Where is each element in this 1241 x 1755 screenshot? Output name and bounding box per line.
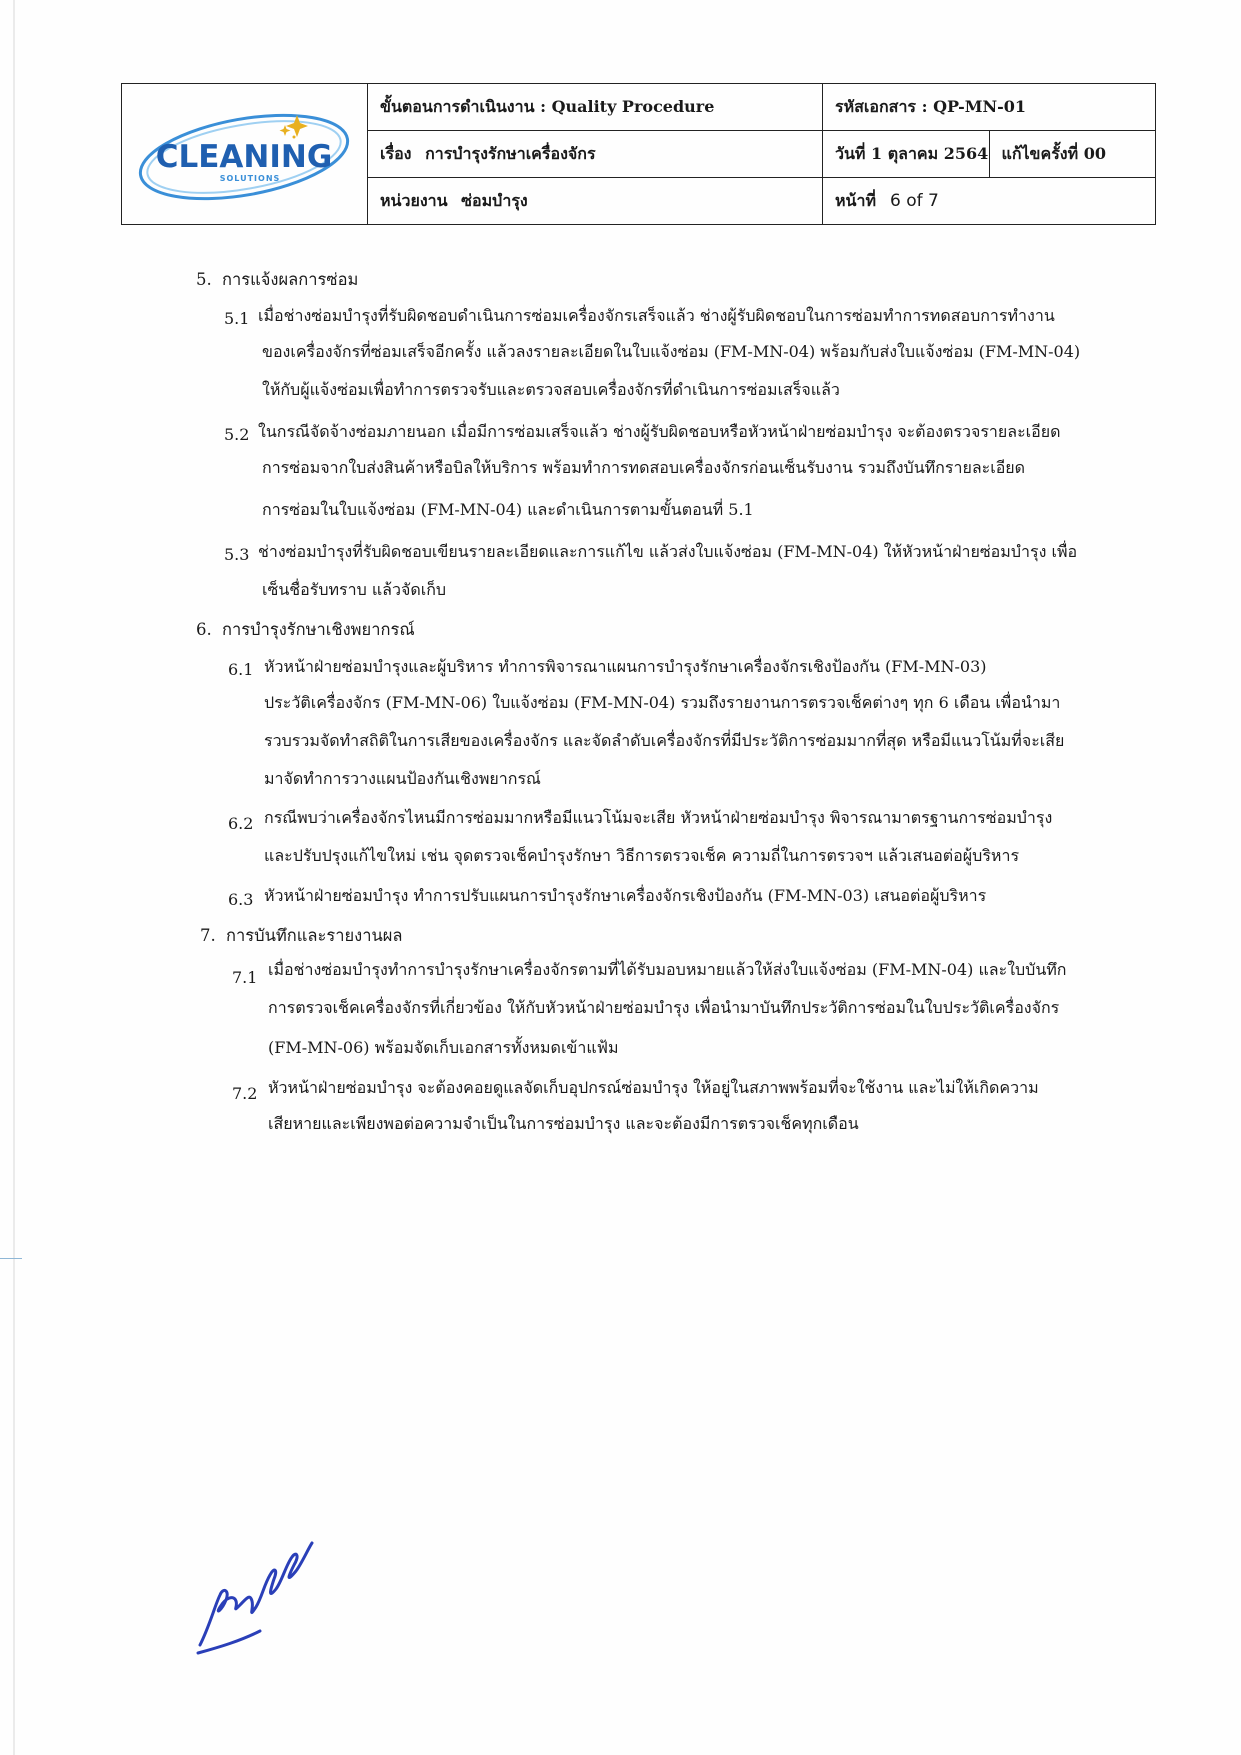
paragraph-line: ในกรณีจัดจ้างซ่อมภายนอก เมื่อมีการซ่อมเสร็จแล้ว ช่างผู้รับผิดชอบหรือหัวหน้าฝ่ายซ่อมบำรุง จะต้องตรวจรายละเอียด — [258, 422, 1061, 441]
paragraph-line: ของเครื่องจักรที่ซ่อมเสร็จอีกครั้ง แล้วลงรายละเอียดในใบแจ้งซ่อม (FM-MN-04) พร้อมกับส่งใบแจ้งซ่อม (FM-MN-04) — [262, 342, 1081, 361]
company-logo — [122, 84, 368, 225]
procedure-title: ขั้นตอนการดำเนินงาน : Quality Procedure — [380, 96, 715, 116]
section-number: 6. — [196, 620, 212, 639]
paragraph-line: เซ็นชื่อรับทราบ แล้วจัดเก็บ — [262, 580, 447, 599]
paragraph-line: ประวัติเครื่องจักร (FM-MN-06) ใบแจ้งซ่อม (FM-MN-04) รวมถึงรายงานการตรวจเช็คต่างๆ ทุก 6 เดือน เพื่อนำมา — [264, 693, 1061, 712]
logo-subtitle: SOLUTIONS — [219, 173, 281, 183]
page-label: หน้าที่ — [835, 190, 877, 210]
paragraph-line: หัวหน้าฝ่ายซ่อมบำรุง ทำการปรับแผนการบำรุงรักษาเครื่องจักรเชิงป้องกัน (FM-MN-03) เสนอต่อผู้บริหาร — [264, 886, 987, 905]
paragraph-line: และปรับปรุงแก้ไขใหม่ เช่น จุดตรวจเช็คบำรุงรักษา วิธีการตรวจเช็ค ความถี่ในการตรวจฯ แล้วเสนอต่อผู้บริหาร — [264, 846, 1020, 865]
handwritten-signature — [190, 1535, 330, 1665]
paragraph-line: (FM-MN-06) พร้อมจัดเก็บเอกสารทั้งหมดเข้าแฟ้ม — [268, 1038, 619, 1057]
page-value: 6 of 7 — [890, 190, 939, 211]
procedure-title-cell — [368, 84, 823, 131]
revision-cell — [989, 131, 1156, 178]
item-number: 5.2 — [224, 425, 250, 444]
section-heading — [200, 926, 403, 946]
sparkle-icon — [280, 115, 309, 139]
document-header — [121, 83, 1156, 225]
unit-label: หน่วยงาน — [380, 190, 448, 210]
paragraph-line: การซ่อมจากใบส่งสินค้าหรือบิลให้บริการ พร้อมทำการทดสอบเครื่องจักรก่อนเซ็นรับงาน รวมถึงบันทึกรายละเอียด — [262, 458, 1026, 477]
item-number: 6.1 — [228, 660, 254, 679]
subject-value: การบำรุงรักษาเครื่องจักร — [425, 143, 596, 163]
scan-edge-mark — [0, 1258, 22, 1259]
document-code-cell — [823, 84, 1156, 131]
paragraph-line: ช่างซ่อมบำรุงที่รับผิดชอบเขียนรายละเอียดและการแก้ไข แล้วส่งใบแจ้งซ่อม (FM-MN-04) ให้หัวหน้าฝ่ายซ่อมบำรุง เพื่อ — [258, 542, 1078, 561]
subject-label: เรื่อง — [380, 143, 412, 163]
section-title: การบันทึกและรายงานผล — [226, 926, 403, 945]
section-title: การบำรุงรักษาเชิงพยากรณ์ — [222, 620, 415, 639]
date-cell — [823, 131, 990, 178]
item-number: 6.3 — [228, 890, 254, 909]
item-number: 5.1 — [224, 309, 250, 328]
revision-value: 00 — [1083, 143, 1106, 163]
section-number: 7. — [200, 926, 216, 945]
page-number-cell — [823, 178, 1156, 225]
paragraph-line: หัวหน้าฝ่ายซ่อมบำรุง จะต้องคอยดูแลจัดเก็บอุปกรณ์ซ่อมบำรุง ให้อยู่ในสภาพพร้อมที่จะใช้งาน และไม่ให้เกิดความ — [268, 1078, 1039, 1097]
section-title: การแจ้งผลการซ่อม — [222, 270, 359, 289]
paragraph-line: การซ่อมในใบแจ้งซ่อม (FM-MN-04) และดำเนินการตามขั้นตอนที่ 5.1 — [262, 500, 754, 519]
logo-wordmark: CLEANING — [155, 138, 333, 175]
item-number: 7.2 — [232, 1084, 258, 1103]
paragraph-line: การตรวจเช็คเครื่องจักรที่เกี่ยวข้อง ให้กับหัวหน้าฝ่ายซ่อมบำรุง เพื่อนำมาบันทึกประวัติการซ่อมในใบประวัติเครื่องจักร — [268, 998, 1060, 1017]
paragraph-line: รวบรวมจัดทำสถิติในการเสียของเครื่องจักร และจัดลำดับเครื่องจักรที่มีประวัติการซ่อมมากที่สุด หรือมีแนวโน้มที่จะเสีย — [264, 731, 1065, 750]
document-code: รหัสเอกสาร : QP-MN-01 — [835, 96, 1027, 116]
unit-cell — [368, 178, 823, 225]
paragraph-line: เสียหายและเพียงพอต่อความจำเป็นในการซ่อมบำรุง และจะต้องมีการตรวจเช็คทุกเดือน — [268, 1114, 859, 1133]
item-number: 6.2 — [228, 814, 254, 833]
paragraph-line: มาจัดทำการวางแผนป้องกันเชิงพยากรณ์ — [264, 769, 541, 788]
unit-value: ซ่อมบำรุง — [461, 190, 528, 210]
subject-cell — [368, 131, 823, 178]
section-heading — [196, 270, 358, 290]
paragraph-line: เมื่อช่างซ่อมบำรุงทำการบำรุงรักษาเครื่องจักรตามที่ได้รับมอบหมายแล้วให้ส่งใบแจ้งซ่อม (FM-MN-04) และใบบันทึก — [268, 960, 1067, 979]
document-date: วันที่ 1 ตุลาคม 2564 — [835, 143, 989, 163]
item-number: 5.3 — [224, 545, 250, 564]
section-number: 5. — [196, 270, 212, 289]
paragraph-line: กรณีพบว่าเครื่องจักรไหนมีการซ่อมมากหรือมีแนวโน้มจะเสีย หัวหน้าฝ่ายซ่อมบำรุง พิจารณามาตรฐานการซ่อมบำรุง — [264, 808, 1053, 827]
section-heading — [196, 620, 415, 640]
paragraph-line: ให้กับผู้แจ้งซ่อมเพื่อทำการตรวจรับและตรวจสอบเครื่องจักรที่ดำเนินการซ่อมเสร็จแล้ว — [262, 380, 840, 399]
paragraph-line: หัวหน้าฝ่ายซ่อมบำรุงและผู้บริหาร ทำการพิจารณาแผนการบำรุงรักษาเครื่องจักรเชิงป้องกัน (FM-MN-03) — [264, 657, 987, 676]
revision-label: แก้ไขครั้งที่ — [1001, 143, 1079, 163]
item-number: 7.1 — [232, 968, 258, 987]
paragraph-line: เมื่อช่างซ่อมบำรุงที่รับผิดชอบดำเนินการซ่อมเครื่องจักรเสร็จแล้ว ช่างผู้รับผิดชอบในการซ่อมทำการทดสอบการทำงาน — [258, 306, 1055, 325]
